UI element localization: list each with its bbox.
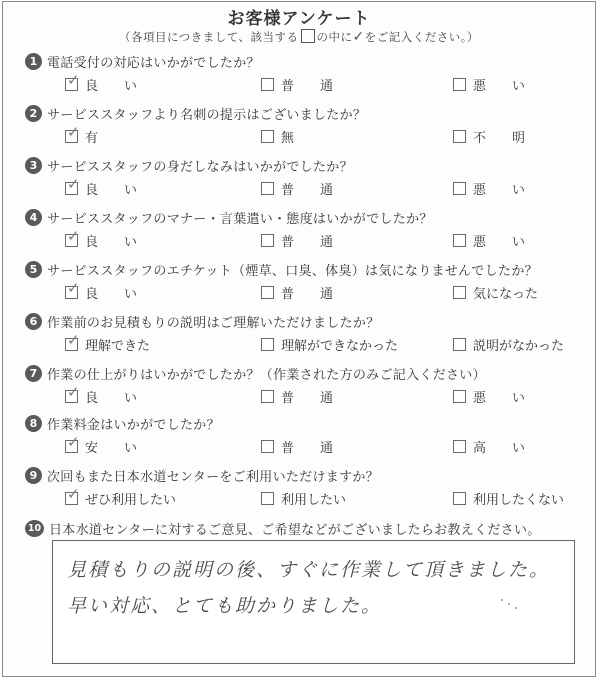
- answer-checkbox[interactable]: [453, 130, 466, 143]
- question-text: 電話受付の対応はいかがでしたか？: [47, 55, 260, 71]
- question-6: [25, 311, 590, 363]
- answer-checkbox[interactable]: [65, 331, 80, 351]
- answer-option[interactable]: [65, 71, 138, 94]
- answer-options: [25, 485, 590, 513]
- check-mark-icon: ✓: [352, 29, 365, 45]
- answer-options: [25, 383, 590, 411]
- check-mark-icon: ✓: [67, 279, 80, 297]
- question-text: 作業料金はいかがでしたか？: [47, 417, 220, 433]
- instruction-text-start: （各項目につきまして、該当する: [118, 30, 299, 44]
- answer-checkbox[interactable]: [453, 286, 466, 299]
- answer-checkbox[interactable]: [261, 492, 274, 505]
- question-text: サービススタッフの身だしなみはいかがでしたか？: [47, 159, 353, 175]
- instruction-line: [3, 29, 595, 45]
- answer-option[interactable]: [453, 387, 525, 406]
- question-text: サービススタッフのマナー・言葉遣い・態度はいかがでしたか？: [47, 211, 433, 227]
- question-number-badge: 5: [25, 261, 42, 278]
- answer-checkbox[interactable]: [261, 440, 274, 453]
- question-text: サービススタッフのエチケット（煙草、口臭、体臭）は気になりませんでしたか？: [47, 263, 538, 279]
- instruction-text-middle: の中に: [316, 30, 353, 44]
- answer-option-label: 普 通: [281, 391, 334, 406]
- check-mark-icon: ✓: [67, 433, 80, 451]
- answer-option-label: 悪 い: [473, 391, 526, 406]
- answer-option[interactable]: [261, 437, 333, 456]
- question-header: [25, 155, 590, 175]
- check-mark-icon: ✓: [67, 485, 80, 503]
- question-header: [25, 465, 590, 485]
- answer-option-label: 良 い: [85, 183, 138, 198]
- answer-options: [25, 71, 590, 99]
- answer-checkbox[interactable]: [65, 433, 80, 453]
- answer-checkbox[interactable]: [453, 440, 466, 453]
- question-number-badge: 9: [25, 467, 42, 484]
- answer-option[interactable]: [453, 489, 564, 508]
- check-mark-icon: ✓: [67, 383, 80, 401]
- answer-option-label: 普 通: [281, 183, 334, 198]
- answer-option-label: 説明がなかった: [473, 339, 565, 354]
- answer-checkbox[interactable]: [65, 279, 80, 299]
- answer-option[interactable]: [65, 485, 177, 508]
- answer-option-label: 悪 い: [473, 79, 526, 94]
- question-header: [25, 103, 590, 123]
- answer-option-label: 普 通: [281, 441, 334, 456]
- answer-option-label: 不 明: [473, 131, 526, 146]
- checkbox-sample-icon: [301, 29, 315, 43]
- answer-option[interactable]: [453, 335, 564, 354]
- answer-checkbox[interactable]: [261, 286, 274, 299]
- question-text: 次回もまた日本水道センターをご利用いただけますか？: [47, 469, 379, 485]
- answer-checkbox[interactable]: [261, 78, 274, 91]
- answer-checkbox[interactable]: [453, 78, 466, 91]
- answer-option-label: 普 通: [281, 79, 334, 94]
- question-header: [25, 311, 590, 331]
- answer-option[interactable]: [453, 283, 538, 302]
- instruction-text-end: をご記入ください。）: [364, 30, 480, 44]
- answer-option-label: 理解ができなかった: [281, 339, 399, 354]
- question-9: [25, 465, 590, 517]
- survey-sheet: [2, 1, 596, 677]
- question-7: [25, 363, 590, 415]
- answer-option-label: ぜひ利用したい: [85, 493, 177, 508]
- answer-option[interactable]: [261, 179, 333, 198]
- check-mark-icon: ✓: [67, 331, 80, 349]
- answer-option-label: 利用したくない: [473, 493, 565, 508]
- answer-option[interactable]: [261, 489, 346, 508]
- question-2: [25, 103, 590, 155]
- answer-option[interactable]: [261, 127, 294, 146]
- question-10: [25, 519, 541, 538]
- answer-option[interactable]: [65, 227, 138, 250]
- answer-checkbox[interactable]: [261, 130, 274, 143]
- answer-option-label: 良 い: [85, 287, 138, 302]
- answer-options: [25, 331, 590, 359]
- question-header: [25, 51, 590, 71]
- answer-options: [25, 433, 590, 461]
- answer-checkbox[interactable]: [65, 227, 80, 247]
- scan-speck: [515, 607, 517, 609]
- answer-option[interactable]: [261, 231, 333, 250]
- answer-option-label: 良 い: [85, 79, 138, 94]
- answer-option[interactable]: [453, 179, 525, 198]
- answer-checkbox[interactable]: [453, 182, 466, 195]
- answer-checkbox[interactable]: [453, 234, 466, 247]
- answer-option-label: 普 通: [281, 235, 334, 250]
- answer-option[interactable]: [453, 437, 525, 456]
- check-mark-icon: ✓: [67, 123, 80, 141]
- answer-option[interactable]: [453, 75, 525, 94]
- comment-answer-box[interactable]: [52, 540, 575, 664]
- answer-option[interactable]: [261, 283, 333, 302]
- question-number-badge: 2: [25, 105, 42, 122]
- answer-option-label: 悪 い: [473, 183, 526, 198]
- question-3: [25, 155, 590, 207]
- question-number-badge: 1: [25, 53, 42, 70]
- answer-option[interactable]: [261, 335, 398, 354]
- answer-option[interactable]: [65, 331, 151, 354]
- question-1: [25, 51, 590, 103]
- check-mark-icon: ✓: [67, 71, 80, 89]
- answer-option-label: 悪 い: [473, 235, 526, 250]
- answer-option[interactable]: [65, 175, 138, 198]
- answer-option[interactable]: [65, 279, 138, 302]
- question-header: [25, 259, 590, 279]
- answer-option-label: 普 通: [281, 287, 334, 302]
- answer-option-label: 無: [281, 131, 295, 146]
- scan-speck: [501, 599, 503, 601]
- question-5: [25, 259, 590, 311]
- answer-option-label: 高 い: [473, 441, 526, 456]
- answer-option[interactable]: [453, 231, 525, 250]
- answer-checkbox[interactable]: [453, 492, 466, 505]
- question-header: [25, 207, 590, 227]
- answer-checkbox[interactable]: [65, 383, 80, 403]
- question-number-badge: 7: [25, 365, 42, 382]
- question-text: サービススタッフより名刺の提示はございましたか？: [47, 107, 367, 123]
- answer-option[interactable]: [65, 383, 138, 406]
- question-number-badge: 8: [25, 415, 42, 432]
- answer-option-label: 良 い: [85, 391, 138, 406]
- check-mark-icon: ✓: [67, 175, 80, 193]
- question-text: 日本水道センターに対するご意見、ご希望などがございましたらお教えください。: [49, 523, 541, 538]
- answer-checkbox[interactable]: [261, 338, 274, 351]
- scan-speck: [508, 603, 510, 605]
- answer-option-label: 利用したい: [281, 493, 347, 508]
- answer-option-label: 理解できた: [85, 339, 151, 354]
- survey-title: お客様アンケート: [227, 9, 371, 29]
- answer-option[interactable]: [453, 127, 525, 146]
- answer-options: [25, 227, 590, 255]
- answer-checkbox[interactable]: [453, 338, 466, 351]
- question-number-badge: 6: [25, 313, 42, 330]
- question-4: [25, 207, 590, 259]
- answer-checkbox[interactable]: [261, 390, 274, 403]
- question-number-badge: 10: [25, 520, 44, 537]
- answer-option-label: 良 い: [85, 235, 138, 250]
- answer-option[interactable]: [65, 123, 99, 146]
- answer-checkbox[interactable]: [261, 182, 274, 195]
- answer-options: [25, 175, 590, 203]
- answer-option-label: 有: [85, 131, 99, 146]
- handwritten-comment-line-2: 早い対応、とても助かりました。: [67, 595, 383, 617]
- answer-checkbox[interactable]: [65, 175, 80, 195]
- answer-option-label: 気になった: [473, 287, 539, 302]
- answer-checkbox[interactable]: [65, 485, 80, 505]
- answer-option-label: 安 い: [85, 441, 138, 456]
- question-header: [25, 413, 590, 433]
- question-8: [25, 413, 590, 465]
- answer-options: [25, 279, 590, 307]
- question-text: 作業の仕上がりはいかがでしたか？（作業された方のみご記入ください）: [47, 367, 486, 383]
- answer-options: [25, 123, 590, 151]
- answer-checkbox[interactable]: [261, 234, 274, 247]
- answer-option[interactable]: [261, 75, 333, 94]
- answer-checkbox[interactable]: [453, 390, 466, 403]
- question-text: 作業前のお見積もりの説明はご理解いただけましたか？: [47, 315, 380, 331]
- question-header: [25, 363, 590, 383]
- answer-checkbox[interactable]: [65, 71, 80, 91]
- handwritten-comment-line-1: 見積もりの説明の後、すぐに作業して頂きました。: [67, 559, 551, 581]
- answer-option[interactable]: [65, 433, 138, 456]
- answer-checkbox[interactable]: [65, 123, 80, 143]
- question-number-badge: 3: [25, 157, 42, 174]
- answer-option[interactable]: [261, 387, 333, 406]
- question-number-badge: 4: [25, 209, 42, 226]
- check-mark-icon: ✓: [67, 227, 80, 245]
